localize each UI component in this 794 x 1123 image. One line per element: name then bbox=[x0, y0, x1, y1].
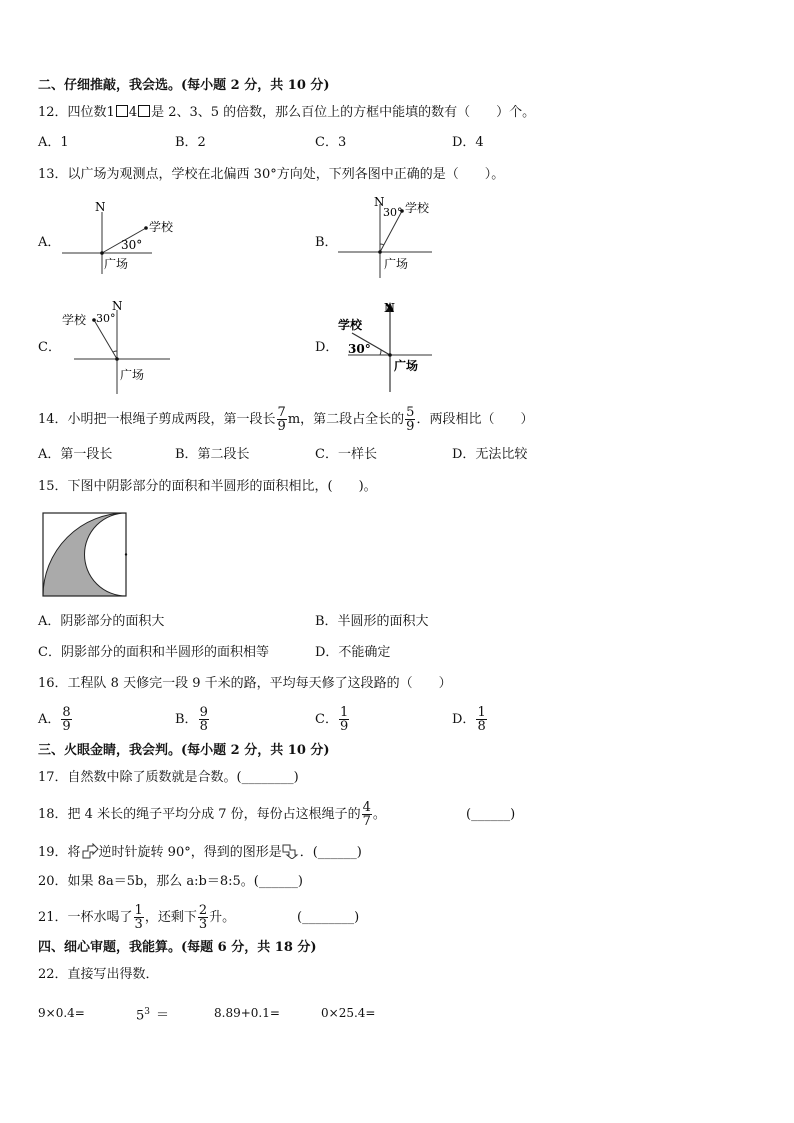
q13-option-b[interactable]: B． bbox=[315, 235, 338, 250]
school-label: 学校 bbox=[338, 318, 363, 332]
q13-figure-d bbox=[336, 296, 446, 394]
digit-box bbox=[116, 105, 128, 117]
fraction: $\frac{2}{3}$ bbox=[198, 903, 208, 932]
q12-text-post: 是 2、3、5 的倍数，那么百位上的方框中能填的数有（ ）个。 bbox=[151, 105, 536, 120]
question-16-stem: 16．工程队 8 天修完一段 9 千米的路，平均每天修了这段路的（ ） bbox=[38, 676, 452, 691]
north-label: N bbox=[374, 195, 385, 209]
q15-option-a[interactable]: A．阴影部分的面积大 bbox=[38, 614, 165, 629]
q14-text-unit: m，第二段占全长的 bbox=[287, 412, 405, 427]
q16-option-d[interactable]: D． $\frac{1}{8}$ bbox=[452, 705, 486, 734]
question-18: 18．把 4 米长的绳子平均分成 7 份，每份占这根绳子的 $\frac{4}{7}$ 。 bbox=[38, 800, 386, 829]
calc-item-1[interactable]: 9×0.4= bbox=[38, 1006, 85, 1020]
fraction: $\frac{5}{9}$ bbox=[406, 405, 415, 434]
q15-option-b[interactable]: B．半圆形的面积大 bbox=[315, 614, 429, 629]
calc-item-4[interactable]: 0×25.4= bbox=[321, 1006, 376, 1020]
q12-option-b[interactable]: B．2 bbox=[175, 135, 206, 150]
q13-option-d[interactable]: D． bbox=[315, 340, 339, 355]
fraction: $\frac{7}{9}$ bbox=[277, 405, 286, 434]
plaza-label: 广场 bbox=[384, 257, 409, 271]
plaza-label: 广场 bbox=[394, 359, 419, 373]
school-label: 学校 bbox=[62, 313, 87, 327]
q12-text-pre: 12．四位数1 bbox=[38, 105, 115, 120]
q13-figure-a bbox=[60, 198, 200, 276]
plaza-label: 广场 bbox=[104, 257, 129, 271]
q13-figure-b bbox=[336, 194, 446, 278]
north-label: N bbox=[95, 200, 106, 214]
calc-item-3[interactable]: 8.89+0.1= bbox=[214, 1006, 280, 1020]
angle-label: 30° bbox=[383, 206, 403, 219]
question-14 bbox=[38, 405, 533, 435]
q14-option-a[interactable]: A．第一段长 bbox=[38, 447, 113, 462]
q12-text-mid: 4 bbox=[128, 105, 138, 120]
q21-answer-blank[interactable]: (________) bbox=[297, 910, 360, 925]
question-13-stem: 13．以广场为观测点，学校在北偏西 30°方向处，下列各图中正确的是（ ）。 bbox=[38, 167, 505, 182]
north-label: N bbox=[384, 301, 395, 315]
q15-shaded-figure bbox=[42, 512, 132, 598]
angle-label: 30° bbox=[121, 238, 143, 252]
question-12 bbox=[38, 105, 535, 121]
rotated-shape-icon bbox=[282, 843, 300, 859]
section-2-title: 二、仔细推敲，我会选。(每小题 2 分，共 10 分) bbox=[38, 78, 330, 93]
q13-option-c[interactable]: C． bbox=[38, 340, 61, 355]
calc-item-2[interactable]: $5^3$ ＝ bbox=[136, 1007, 170, 1024]
question-21: 21．一杯水喝了 $\frac{1}{3}$ ，还剩下 $\frac{2}{3}$ 升。 bbox=[38, 903, 236, 932]
question-22-stem: 22．直接写出得数． bbox=[38, 967, 159, 982]
q13-figure-c bbox=[60, 298, 180, 394]
north-label: N bbox=[112, 299, 123, 313]
school-label: 学校 bbox=[149, 220, 174, 234]
question-17: 17．自然数中除了质数就是合数。(________) bbox=[38, 770, 299, 785]
original-shape-icon bbox=[81, 843, 99, 859]
q12-option-d[interactable]: D．4 bbox=[452, 135, 484, 150]
q14-option-d[interactable]: D．无法比较 bbox=[452, 447, 528, 462]
question-19: 19．将 逆时针旋转 90°，得到的图形是 ．(______) bbox=[38, 845, 362, 860]
plaza-label: 广场 bbox=[120, 368, 145, 382]
q15-option-c[interactable]: C．阴影部分的面积和半圆形的面积相等 bbox=[38, 645, 269, 660]
q14-option-c[interactable]: C．一样长 bbox=[315, 447, 377, 462]
q12-option-a[interactable]: A．1 bbox=[38, 135, 69, 150]
q14-option-b[interactable]: B．第二段长 bbox=[175, 447, 250, 462]
q18-answer-blank[interactable]: (______) bbox=[466, 807, 516, 822]
question-15-stem: 15．下图中阴影部分的面积和半圆形的面积相比，( )。 bbox=[38, 479, 377, 494]
school-label: 学校 bbox=[405, 201, 430, 215]
angle-label: 30° bbox=[96, 312, 116, 325]
digit-box bbox=[138, 105, 150, 117]
fraction: $\frac{1}{3}$ bbox=[134, 903, 143, 932]
question-20: 20．如果 8a＝5b，那么 a:b＝8:5。(______) bbox=[38, 874, 303, 889]
q16-option-c[interactable]: C． $\frac{1}{9}$ bbox=[315, 705, 349, 734]
q12-option-c[interactable]: C．3 bbox=[315, 135, 347, 150]
q13-option-a[interactable]: A． bbox=[38, 235, 61, 250]
q15-option-d[interactable]: D．不能确定 bbox=[315, 645, 391, 660]
section-3-title: 三、火眼金睛，我会判。(每小题 2 分，共 10 分) bbox=[38, 743, 330, 758]
q14-text-pre: 14．小明把一根绳子剪成两段，第一段长 bbox=[38, 412, 276, 427]
fraction: $\frac{4}{7}$ bbox=[362, 800, 371, 829]
section-4-title: 四、细心审题，我能算。(每题 6 分，共 18 分) bbox=[38, 940, 317, 955]
q16-option-a[interactable]: A． $\frac{8}{9}$ bbox=[38, 705, 71, 734]
q14-text-post: ．两段相比（ ） bbox=[416, 412, 534, 427]
q16-option-b[interactable]: B． $\frac{9}{8}$ bbox=[175, 705, 208, 734]
angle-label: 30° bbox=[348, 342, 371, 356]
